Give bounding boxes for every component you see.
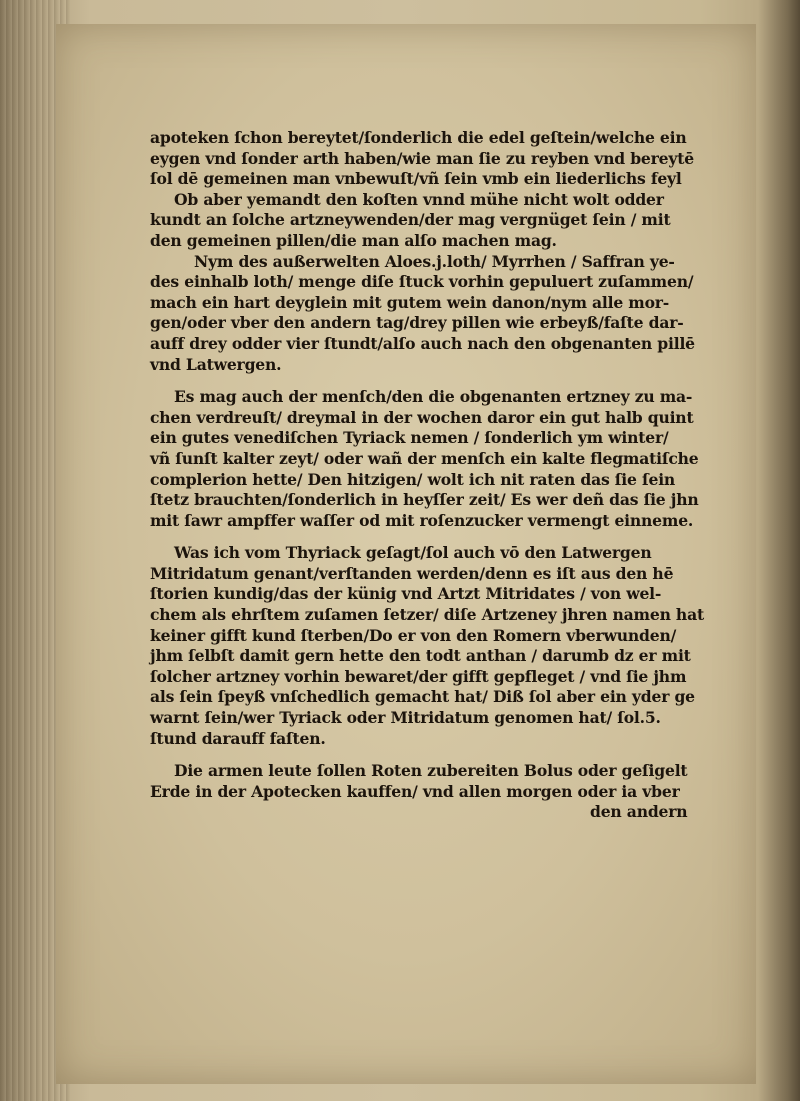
text-line: gen/oder vber den andern tag/drey pillen wie erbeyß/faſte dar- [150, 313, 684, 333]
text-line: kundt an ſolche artzneywenden/der mag vergnüget ſein / mit [150, 210, 671, 230]
text-line: Was ich vom Thyriack geſagt/ſol auch vō den Latwergen [174, 543, 652, 563]
text-line: auff drey odder vier ſtundt/alſo auch nach den obgenanten pillē [150, 333, 695, 353]
text-line: ſol dē gemeinen man vnbewuſt/vñ ſein vmb ein liederlichs feyl [150, 169, 682, 189]
text-line: apoteken ſchon bereytet/ſonderlich die edel geſtein/welche ein [150, 128, 687, 147]
text-line: chem als ehrſtem zuſamen ſetzer/ diſe Artzeney jhren namen hat [150, 605, 704, 625]
text-line: jhm ſelbſt damit gern hette den todt anthan / darumb dz er mit [150, 646, 691, 666]
text-line: des einhalb loth/ menge diſe ſtuck vorhin gepuluert zuſammen/ [150, 272, 694, 292]
text-line: Es mag auch der menſch/den die obgenanten ertzney zu ma- [174, 387, 693, 407]
text-line: Mitridatum genant/verſtanden werden/denn es iſt aus den hē [150, 563, 674, 583]
text-line: als ſein ſpeyß vnſchedlich gemacht hat/ Diß ſol aber ein yder ge [150, 687, 695, 707]
page-edge-shadow [758, 0, 800, 1101]
text-line: ſtetz brauchten/ſonderlich in heyſſer zeit/ Es wer deñ das ſie jhn [150, 490, 699, 510]
text-line: den gemeinen pillen/die man alſo machen mag. [150, 230, 557, 250]
text-line: ſtund darauff faſten. [150, 728, 326, 748]
text-line: keiner gifft kund ſterben/Do er von den Romern vberwunden/ [150, 625, 677, 645]
text-line: warnt ſein/wer Tyriack oder Mitridatum genomen hat/ ſol.5. [150, 708, 661, 728]
text-line: Nym des außerwelten Aloes.j.loth/ Myrrhen / Saffran ye- [194, 251, 675, 271]
text-line: chen verdreuſt/ dreymal in der wochen daror ein gut halb quint [150, 407, 694, 427]
text-line: vnd Latwergen. [150, 354, 282, 374]
text-line: ein gutes venediſchen Tyriack nemen / ſonderlich ym winter/ [150, 428, 669, 448]
text-line: vñ ſunſt kalter zeyt/ oder wañ der menſch ein kalte flegmatiſche [150, 448, 699, 468]
text-line: Ob aber yemandt den koſten vnnd mühe nicht wolt odder [174, 189, 664, 209]
text-line: ſtorien kundig/das der künig vnd Artzt Mitridates / von wel- [150, 584, 662, 604]
text-line: Erde in der Apotecken kauffen/ vnd allen morgen oder ia vber [150, 781, 680, 801]
blackletter-text-block [150, 128, 704, 823]
text-line: mit ſawr ampffer waſſer od mit roſenzucker vermengt einneme. [150, 510, 694, 530]
text-line: eygen vnd ſonder arth haben/wie man ſie zu reyben vnd bereytē [150, 148, 694, 168]
catchword: den andern [590, 802, 688, 822]
text-line: complerion hette/ Den hitzigen/ wolt ich nit raten das ſie ſein [150, 469, 676, 489]
text-line: ſolcher artzney vorhin bewaret/der gifft gepfleget / vnd ſie jhm [150, 666, 687, 686]
text-line: Die armen leute ſollen Roten zubereiten Bolus oder geſigelt [174, 761, 688, 781]
text-line: mach ein hart deyglein mit gutem wein danon/nym alle mor- [150, 292, 670, 312]
